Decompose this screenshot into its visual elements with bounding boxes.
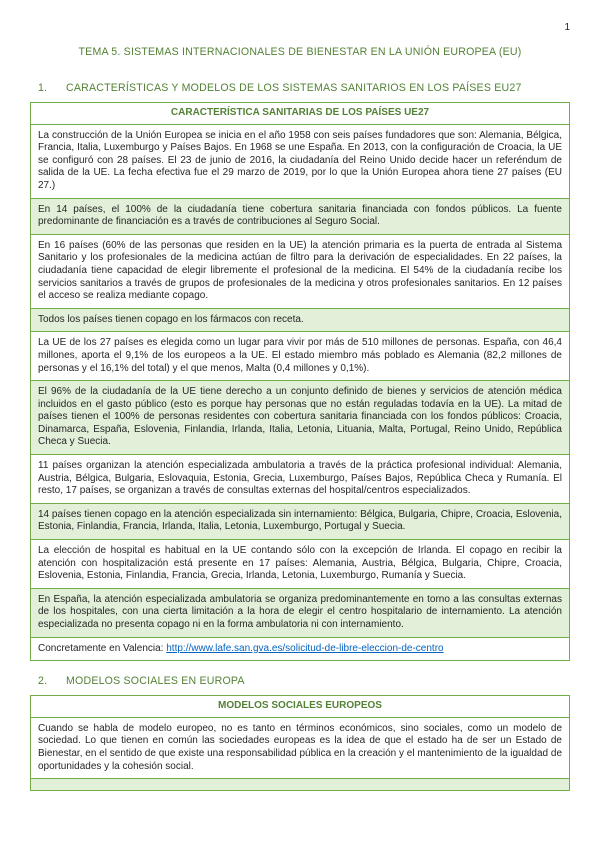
section-2-title: MODELOS SOCIALES EN EUROPA [66, 675, 245, 688]
document-title: TEMA 5. SISTEMAS INTERNACIONALES DE BIENESTAR EN LA UNIÓN EUROPEA (EU) [78, 46, 522, 58]
table-2-header: MODELOS SOCIALES EUROPEOS [31, 696, 570, 718]
caracteristicas-sanitarias-table [30, 102, 570, 661]
table-row: En España, la atención especializada ambulatoria se organiza predominantemente en torno a las consultas externas de los hospitales, con una cierta limitación a la hora de elegir el centro hospitalario de internamiento. La atención especializada no presenta copago ni en la forma ambulatoria ni con internamiento. [31, 588, 570, 637]
section-1-title: CARACTERÍSTICAS Y MODELOS DE LOS SISTEMAS SANITARIOS EN LOS PAÍSES EU27 [66, 82, 522, 94]
table-row: Cuando se habla de modelo europeo, no es tanto en términos económicos, sino sociales, como un modelo de sociedad. Lo que tienen en común las sociedades europeas es la idea de que el estado ha de ser un Estado de Bienestar, en el sentido de que existe una responsabilidad pública en la creación y el mantenimiento de la igualdad de oportunidades y la cohesión social. [31, 717, 570, 778]
table-row: La elección de hospital es habitual en la UE contando sólo con la excepción de Irlanda. El copago en recibir la atención con hospitalización está presente en 17 países: Alemania, Austria, Bélgica, Bulgaria, Chipre, Croacia, Eslovenia, Estonia, Finlandia, Francia, Grecia, Irlanda, Letonia, Luxemburgo, Rumanía y Suecia. [31, 540, 570, 589]
section-1-heading [30, 82, 570, 94]
link-row-prefix: Concretamente en Valencia: [38, 642, 167, 654]
table-row: En 16 países (60% de las personas que residen en la UE) la atención primaria es la puerta de entrada al Sistema Sanitario y los profesionales de la medicina actúan de filtro para la derivación de especialidades. En 22 países, la ciudadanía tiene capacidad de elegir libremente el profesional de la medicina. El 54% de la ciudadanía recibe los servicios sanitarios a través de grupos de profesionales de la medicina y otros profesionales sanitarios. En 12 países el acceso se realiza mediante copago. [31, 234, 570, 308]
table-row-continuation [31, 779, 570, 791]
table-row: Todos los países tienen copago en los fármacos con receta. [31, 308, 570, 332]
table-row: La construcción de la Unión Europea se inicia en el año 1958 con seis países fundadores que son: Alemania, Bélgica, Francia, Italia, Luxemburgo y Países Bajos. En 1968 se une España. En 2013, con la configuración de Croacia, la UE se configuró con 28 países. El 23 de junio de 2016, la ciudadanía del Reino Unido decide hacer un referéndum de salida de la UE. La fecha efectiva fue el 29 marzo de 2019, por lo que la Unión Europea ahora tiene 27 países (EU 27.) [31, 124, 570, 198]
modelos-sociales-table [30, 695, 570, 791]
libre-eleccion-link[interactable]: http://www.lafe.san.gva.es/solicitud-de-libre-eleccion-de-centro [166, 642, 444, 654]
section-1-number: 1. [38, 82, 48, 94]
table-row: 14 países tienen copago en la atención especializada sin internamiento: Bélgica, Bulgaria, Chipre, Croacia, Eslovenia, Estonia, Finlandia, Francia, Irlanda, Italia, Letonia, Luxemburgo, Portugal y Suecia. [31, 503, 570, 539]
table-row: La UE de los 27 países es elegida como un lugar para vivir por más de 510 millones de personas. España, con 46,4 millones, aporta el 9,1% de los europeos a la UE. El estado miembro más poblado es Alemania (82,2 millones de personas y el 16,1% del total) y el que menos, Malta (0,4 millones y 0,1%). [31, 332, 570, 381]
table-1-header: CARACTERÍSTICA SANITARIAS DE LOS PAÍSES UE27 [31, 103, 570, 125]
table-row: En 14 países, el 100% de la ciudadanía tiene cobertura sanitaria financiada con fondos públicos. La fuente predominante de financiación es a través de contribuciones al Seguro Social. [31, 198, 570, 234]
table-row-link [31, 637, 570, 661]
section-2-number: 2. [38, 675, 48, 688]
section-2-heading [30, 675, 570, 687]
page-number: 1 [564, 22, 570, 33]
table-row: 11 países organizan la atención especializada ambulatoria a través de la práctica profesional individual: Alemania, Austria, Bélgica, Bulgaria, Eslovaquia, Estonia, Grecia, Luxemburgo, Países Bajos, República Checa y Rumanía. El resto, 17 países, se organizan a través de consultas externas del hospital/centros especializados. [31, 455, 570, 504]
table-row: El 96% de la ciudadanía de la UE tiene derecho a un conjunto definido de bienes y servicios de atención médica incluidos en el gasto público (esto es porque hay personas que no están reguladas todavía en la UE). La mitad de países tienen el 100% de personas residentes con cobertura sanitaria financiada con los fondos públicos: Croacia, Dinamarca, España, Eslovenia, Finlandia, Irlanda, Italia, Letonia, Lituania, Malta, Portugal, Reino Unido, República Checa y Suecia. [31, 381, 570, 455]
